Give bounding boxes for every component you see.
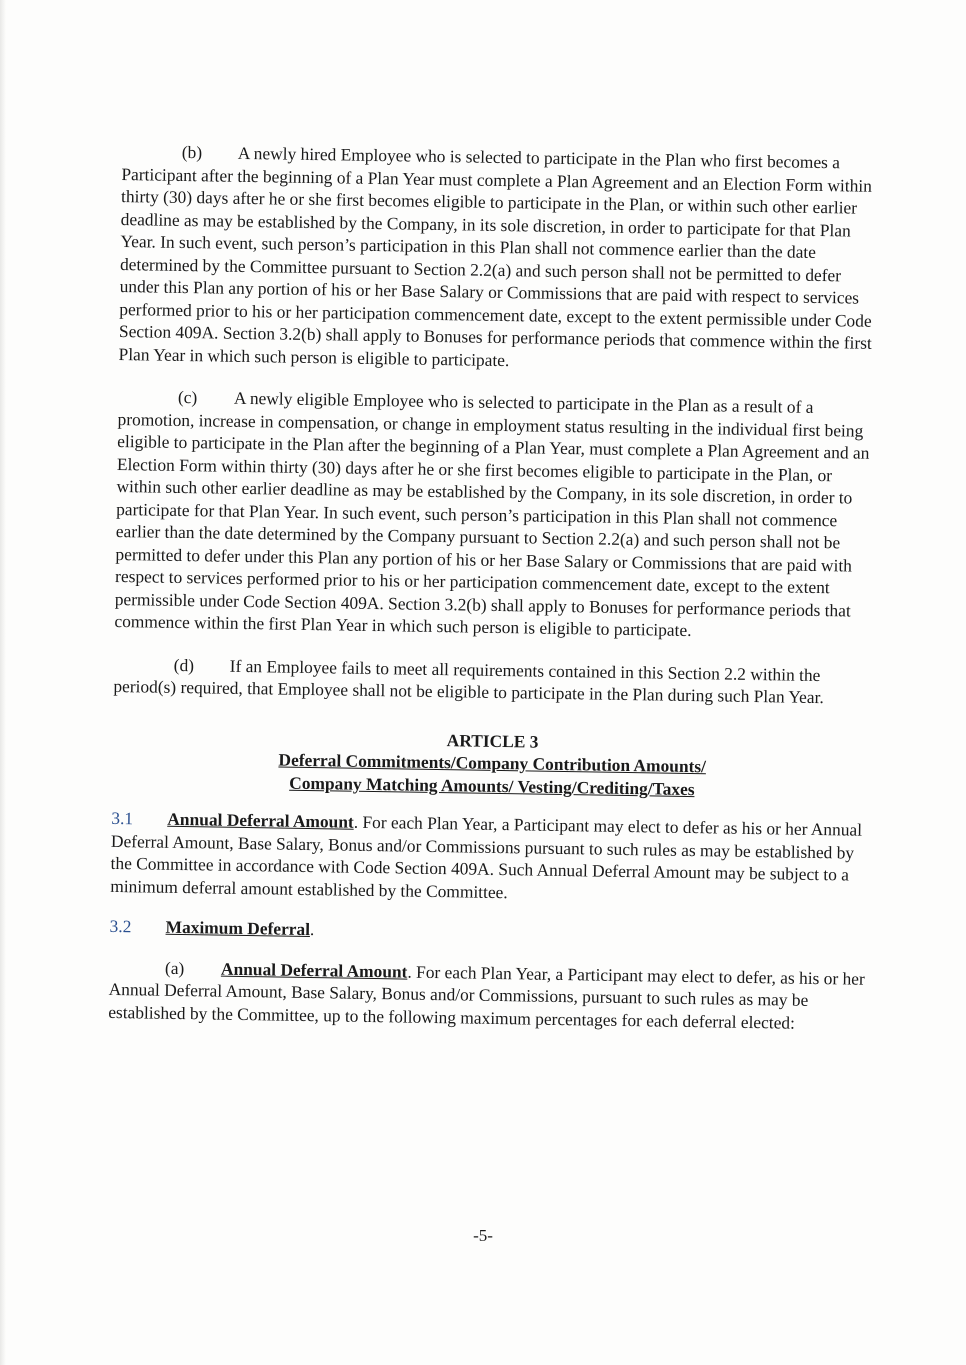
section-3-1 (110, 807, 871, 909)
paragraph-3-2-a-label: (a) (164, 957, 185, 978)
article-subtitle-line-1: Deferral Commitments/Company Contribution Amounts/ (278, 749, 707, 777)
paragraph-c-text: A newly eligible Employee who is selected to participate in the Plan as a result of a promotion, increase in compensation, or change in employment status resulting in the individual first being eligible to participate in the Plan after the beginning of a Plan Year, must complete a Plan Agreement and an Election Form within thirty (30) days after he or she first becomes eligible to participate in the Plan, or within such other earlier deadline as may be established by the Company, in its sole discretion, in order to participate for that Plan Year. In such event, such person’s participation in this Plan shall not commence earlier than the date determined by the Company pursuant to Section 2.2(a) and such person shall not be permitted to defer under this Plan any portion of his or her Base Salary or Commissions that are paid with respect to services performed prior to his or her participation commencement date, except to the extent permissible under Code Section 409A. Section 3.2(b) shall apply to Bonuses for performance periods that commence within the first Plan Year in which such person is eligible to participate. (114, 387, 870, 641)
article-header (112, 723, 873, 802)
article-subtitle-line-2: Company Matching Amounts/ Vesting/Crediting/Taxes (289, 772, 695, 799)
paragraph-b-text: A newly hired Employee who is selected to participate in the Plan who first becomes a Participant after the beginning of a Plan Year must complete a Plan Agreement and an Election Form within thirty (30) days after he or she first becomes eligible to participate in the Plan, or within such other earlier deadline as may be established by the Company, in its sole discretion, in order to participate for that Plan Year. In such event, such person’s participation in this Plan shall not commence earlier than the date determined by the Committee pursuant to Section 2.2(a) and such person shall not be permitted to defer under this Plan any portion of his or her Base Salary or Commissions that are paid with respect to services performed prior to his or her participation commencement date, except to the extent permissible under Code Section 409A. Section 3.2(b) shall apply to Bonuses for performance periods that commence within the first Plan Year in which such person is eligible to participate. (118, 142, 873, 370)
paragraph-b-label: (b) (181, 141, 203, 163)
section-3-2-number: 3.2 (109, 915, 132, 937)
scan-edge-shadow (0, 0, 6, 1365)
section-3-2-title-suffix: . (309, 919, 315, 940)
section-3-2 (109, 915, 869, 949)
paragraph-d-text: If an Employee fails to meet all requirements contained in this Section 2.2 within the period(s) required, that Employee shall not be eligible to participate in the Plan during such Plan Year. (113, 655, 824, 708)
paragraph-3-2-a-title: Annual Deferral Amount (220, 958, 408, 982)
paragraph-d-label: (d) (173, 654, 195, 675)
paragraph-c (114, 385, 878, 644)
section-3-1-title: Annual Deferral Amount (167, 808, 354, 832)
section-3-1-number: 3.1 (111, 807, 134, 829)
document-body (108, 140, 882, 1055)
page-number: -5- (473, 1226, 493, 1245)
section-3-2-title: Maximum Deferral (165, 916, 311, 940)
paragraph-b (118, 140, 881, 377)
paragraph-3-2-a (108, 955, 869, 1034)
paragraph-d (113, 652, 874, 709)
article-heading: ARTICLE 3 (446, 729, 539, 752)
paragraph-3-2-a-text: . For each Plan Year, a Participant may elect to defer, as his or her Annual Deferral Amount, Base Salary, Bonus and/or Commissions, pursuant to such rules as may be established by the Committee, up to the following maximum percentages for each deferral elected: (108, 961, 865, 1033)
paragraph-c-label: (c) (177, 386, 198, 408)
section-3-1-text: . For each Plan Year, a Participant may elect to defer as his or her Annual Deferral Amount, Base Salary, Bonus and/or Commissions pursuant to such rules as may be established by the Committee in accordance with Code Section 409A. Such Annual Deferral Amount may be subject to a minimum deferral amount established by the Committee. (110, 811, 863, 902)
